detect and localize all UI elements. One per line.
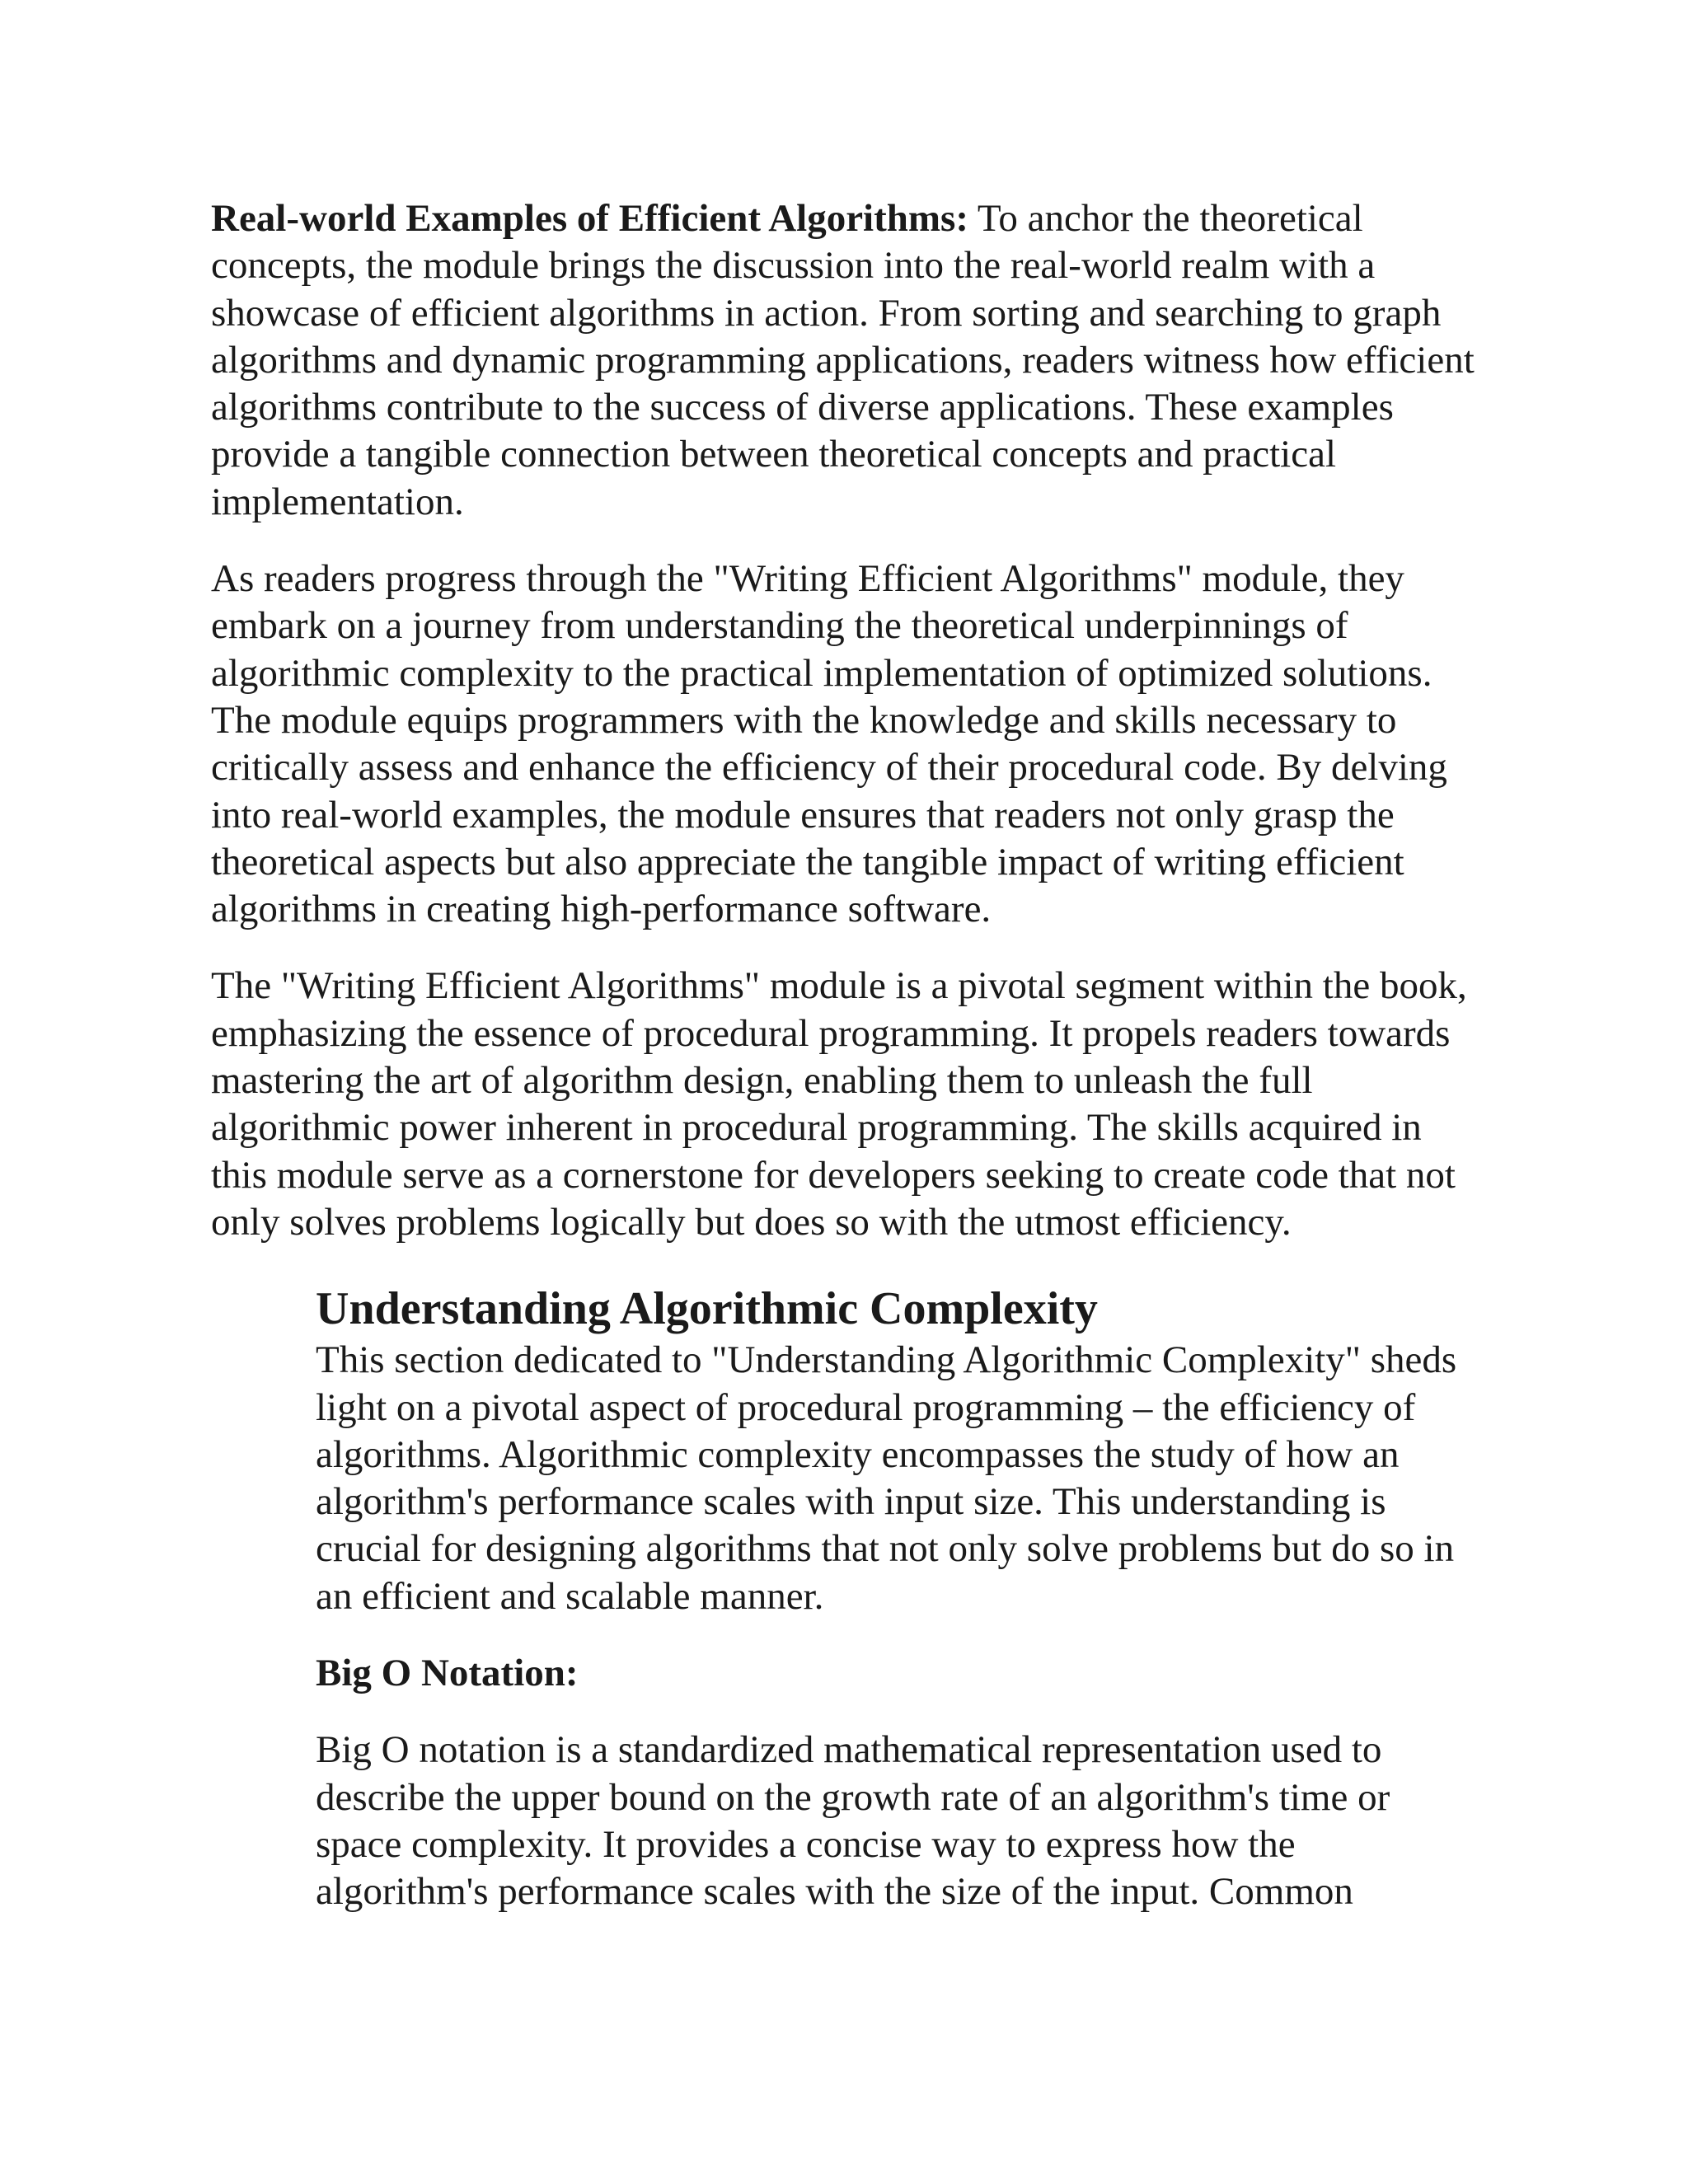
paragraph-lead-heading: Real-world Examples of Efficient Algorithms: [211, 197, 969, 240]
paragraph-module-summary: The "Writing Efficient Algorithms" module is a pivotal segment within the book, emphasizing the essence of procedural programming. It propels readers towards mastering the art of algorithm design, enabling them to unleash the full algorithmic power inherent in procedural programming. The skills acquired in this module serve as a cornerstone for developers seeking to create code that not only solves problems logically but does so with the utmost efficiency. [211, 964, 1467, 1244]
section-heading: Understanding Algorithmic Complexity [316, 1283, 1098, 1335]
paragraph-real-world-examples [211, 195, 1480, 526]
section-algorithmic-complexity [316, 1282, 1470, 1915]
paragraph-body: To anchor the theoretical concepts, the module brings the discussion into the real-world realm with a showcase of efficient algorithms in action. From sorting and searching to graph algorithms and dynamic programming applications, readers witness how efficient algorithms contribute to the success of diverse applications. These examples provide a tangible connection between theoretical concepts and practical implementation. [211, 197, 1475, 523]
paragraph-big-o: Big O notation is a standardized mathematical representation used to describe the upper bound on the growth rate of an algorithm's time or space complexity. It provides a concise way to express how the algorithm's performance scales with the size of the input. Common [316, 1728, 1390, 1914]
paragraph-module-journey: As readers progress through the "Writing Efficient Algorithms" module, they embark on a journey from understanding the theoretical underpinnings of algorithmic complexity to the practical implementation of optimized solutions. The module equips programmers with the knowledge and skills necessary to critically assess and enhance the efficiency of their procedural code. By delving into real-world examples, the module ensures that readers not only grasp the theoretical aspects but also appreciate the tangible impact of writing efficient algorithms in creating high-performance software. [211, 557, 1447, 931]
subheading-big-o: Big O Notation: [316, 1652, 579, 1695]
section-intro: This section dedicated to "Understanding Algorithmic Complexity" sheds light on a pivotal aspect of procedural programming – the efficiency of algorithms. Algorithmic complexity encompasses the study of how an algorithm's performance scales with input size. This understanding is crucial for designing algorithms that not only solve problems but do so in an efficient and scalable manner. [316, 1338, 1457, 1618]
page-content [211, 195, 1480, 1916]
